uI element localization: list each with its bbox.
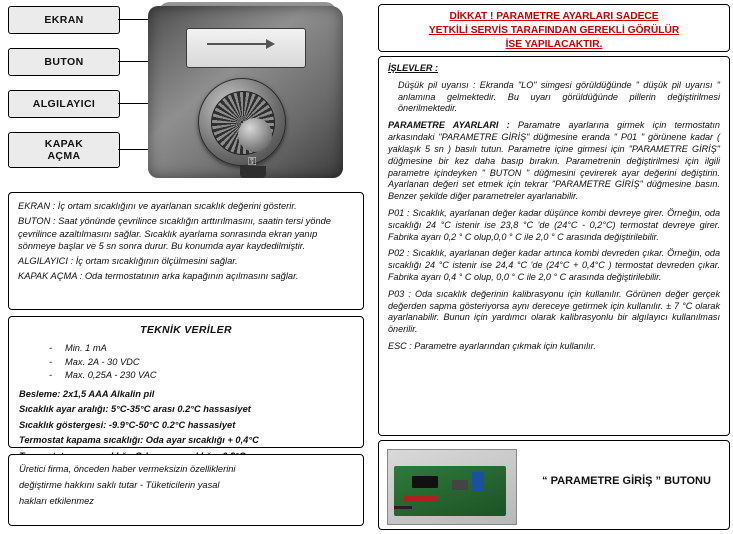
thermostat-dial-hub — [238, 118, 272, 152]
thermostat-display — [186, 28, 306, 68]
callout-label-algilayici — [8, 90, 120, 118]
pcb-component-blue — [472, 472, 484, 492]
pcb-photo — [387, 449, 517, 525]
callout-label-kapak-acma — [8, 132, 120, 168]
definition-ekran: EKRAN : İç ortam sıcaklığını ve ayarlanan sıcaklık değerini gösterir. — [18, 201, 297, 211]
notice-line-2: değiştirme hakkını saklı tutar - Tüketicilerin yasal — [19, 480, 220, 491]
warning-line-3: İSE YAPILACAKTIR. — [505, 38, 603, 50]
paragraph-esc: ESC : Parametre ayarlarından çıkmak için kullanılır. — [388, 341, 596, 352]
callout-label-text: EKRAN — [44, 14, 84, 26]
button-photo-box — [378, 440, 730, 530]
technical-data-box — [8, 316, 364, 448]
parameter-settings-paragraph — [388, 120, 720, 203]
photo-caption: “ PARAMETRE GİRİŞ ” BUTONU — [542, 475, 711, 487]
thermostat-body — [148, 6, 343, 178]
manufacturer-notice-box — [8, 454, 364, 526]
notice-line-3: hakları etkilenmez — [19, 496, 94, 507]
thermostat-dial — [198, 78, 286, 166]
paragraph-p01: P01 : Sıcaklık, ayarlanan değer kadar düşünce kombi devreye girer. Örneğin, oda sıcaklığı 24 °C istenir ise 23,8 °C 'de (24°C - 0,2°C) termostat devreye girer. Fabrika ayarı 0,2 ° C olup,0,0 ° C ile 2,0 ° C arasında değiştirilebilir. — [388, 207, 720, 242]
definition-kapak-acma: KAPAK AÇMA : Oda termostatının arka kapağının açılmasını sağlar. — [18, 271, 299, 282]
pcb-component-chip — [412, 476, 438, 488]
callout-label-ekran — [8, 6, 120, 34]
key-icon: ⚿ — [248, 156, 257, 168]
instructions-box — [378, 56, 730, 436]
warning-box — [378, 4, 730, 52]
tech-line-gostergesi: Sıcaklık göstergesi: -9.9°C-50°C 0.2°C hassasiyet — [19, 419, 236, 430]
pcb-board — [394, 466, 506, 516]
warning-line-1: DİKKAT ! PARAMETRE AYARLARI SADECE — [449, 11, 659, 22]
paragraph-p03: P03 : Oda sıcaklık değerinin kalibrasyonu için kullanılır. Görünen değer gerçek değerden sapma gösteriyorsa aynı dereceye getirmek için kullanılır. ± 7 °C olarak ayarlanabilir. Bunun için yardımcı olarak kalibrasyonlu bir algılayıcı kullanılması önerilir. — [388, 288, 720, 335]
arrow-icon — [207, 43, 273, 45]
list-item: - Max. 0,25A - 230 VAC — [65, 369, 353, 382]
tech-line-ayar-araligi: Sıcaklık ayar aralığı: 5°C-35°C arası 0.2°C hassasiyet — [19, 404, 251, 415]
paragraph-p02: P02 : Sıcaklık, ayarlanan değer kadar artınca kombi devreden çıkar. Örneğin, oda sıcaklığı 24 °C istenir ise 24,4 °C 'de (24°C + 0,4°C ) termostat devreden çıkar. Fabrika ayarı 0,4 ° C olup, 0,0 ° C ile 2,0 ° C arasında değiştirilebilir. — [388, 248, 720, 282]
callout-label-text-line2: AÇMA — [47, 150, 81, 162]
callout-label-text: BUTON — [44, 56, 84, 68]
parameter-settings-heading: PARAMETRE AYARLARI : — [388, 120, 510, 131]
thermostat-dial-ridges — [211, 91, 275, 155]
tech-line-kapama: Termostat kapama sıcaklığı: Oda ayar sıcaklığı + 0,4°C — [19, 435, 259, 446]
right-column — [376, 0, 733, 534]
tech-line-besleme: Besleme: 2x1,5 AAA Alkalin pil — [19, 388, 155, 399]
technical-data-list — [19, 342, 353, 382]
functions-heading: İŞLEVLER : — [388, 63, 439, 73]
technical-data-title: TEKNİK VERİLER — [140, 324, 232, 336]
pcb-component-small — [452, 480, 468, 490]
callout-label-text-line1: KAPAK — [44, 137, 84, 150]
list-item: - Max. 2A - 30 VDC — [65, 356, 353, 369]
notice-line-1: Üretici firma, önceden haber vermeksizin özelliklerini — [19, 464, 236, 474]
warning-line-2: YETKİLİ SERVİS TARAFINDAN GEREKLİ GÖRÜLÜR — [428, 24, 680, 36]
parameter-settings-body: Paramatre ayarlarına girmek için termostatın arkasındaki "PARAMETRE GİRİŞ" düğmesine eranda " P01 " görünene kadar ( yaklaşık 5 sn ) basılı tutun. Parametre içine girmesi için "PARAMETRE GİRİŞ" düğmesine bir kez daha basıp bırakın. Parametrenin değiştirilmesi için ilgili parametre içindeyken " BUTON " düğmesini çevirerek ayar değerini değiştirin. Ayarlanan değeri set etmek için tekrar "PARAMETRE GİRİŞ" düğmesine basın. Benzer şekilde diğer parametreler ayarlanabilir. — [388, 120, 720, 202]
pcb-component-red — [404, 496, 438, 502]
definitions-box — [8, 192, 364, 310]
thermostat-photo — [140, 2, 355, 187]
low-battery-paragraph: Düşük pil uyarısı : Ekranda "LO" simgesi görüldüğünde " düşük pil uyarısı " anlamına gelmektedir. Bu uyarı görüldüğünde pillerin değiştirilmesi önerilmektedir. — [398, 79, 720, 114]
pcb-wire — [394, 506, 412, 509]
definition-buton: BUTON : Saat yönünde çevrilince sıcaklığın arttırılmasını, saatin tersi yönde çevrilince azaltılmasını sağlar. Sıcaklık ayarlama sonrasında ekran yanıp sönmeye başlar ve 5 sn sonra durur. Bu konumda ayar kaydedilmiştir. — [18, 216, 331, 251]
definition-algilayici: ALGILAYICI : İç ortam sıcaklığının ölçülmesini sağlar. — [18, 256, 238, 267]
list-item: - Min. 1 mA — [65, 342, 353, 355]
callout-label-buton — [8, 48, 120, 76]
callout-label-text: ALGILAYICI — [32, 98, 96, 110]
